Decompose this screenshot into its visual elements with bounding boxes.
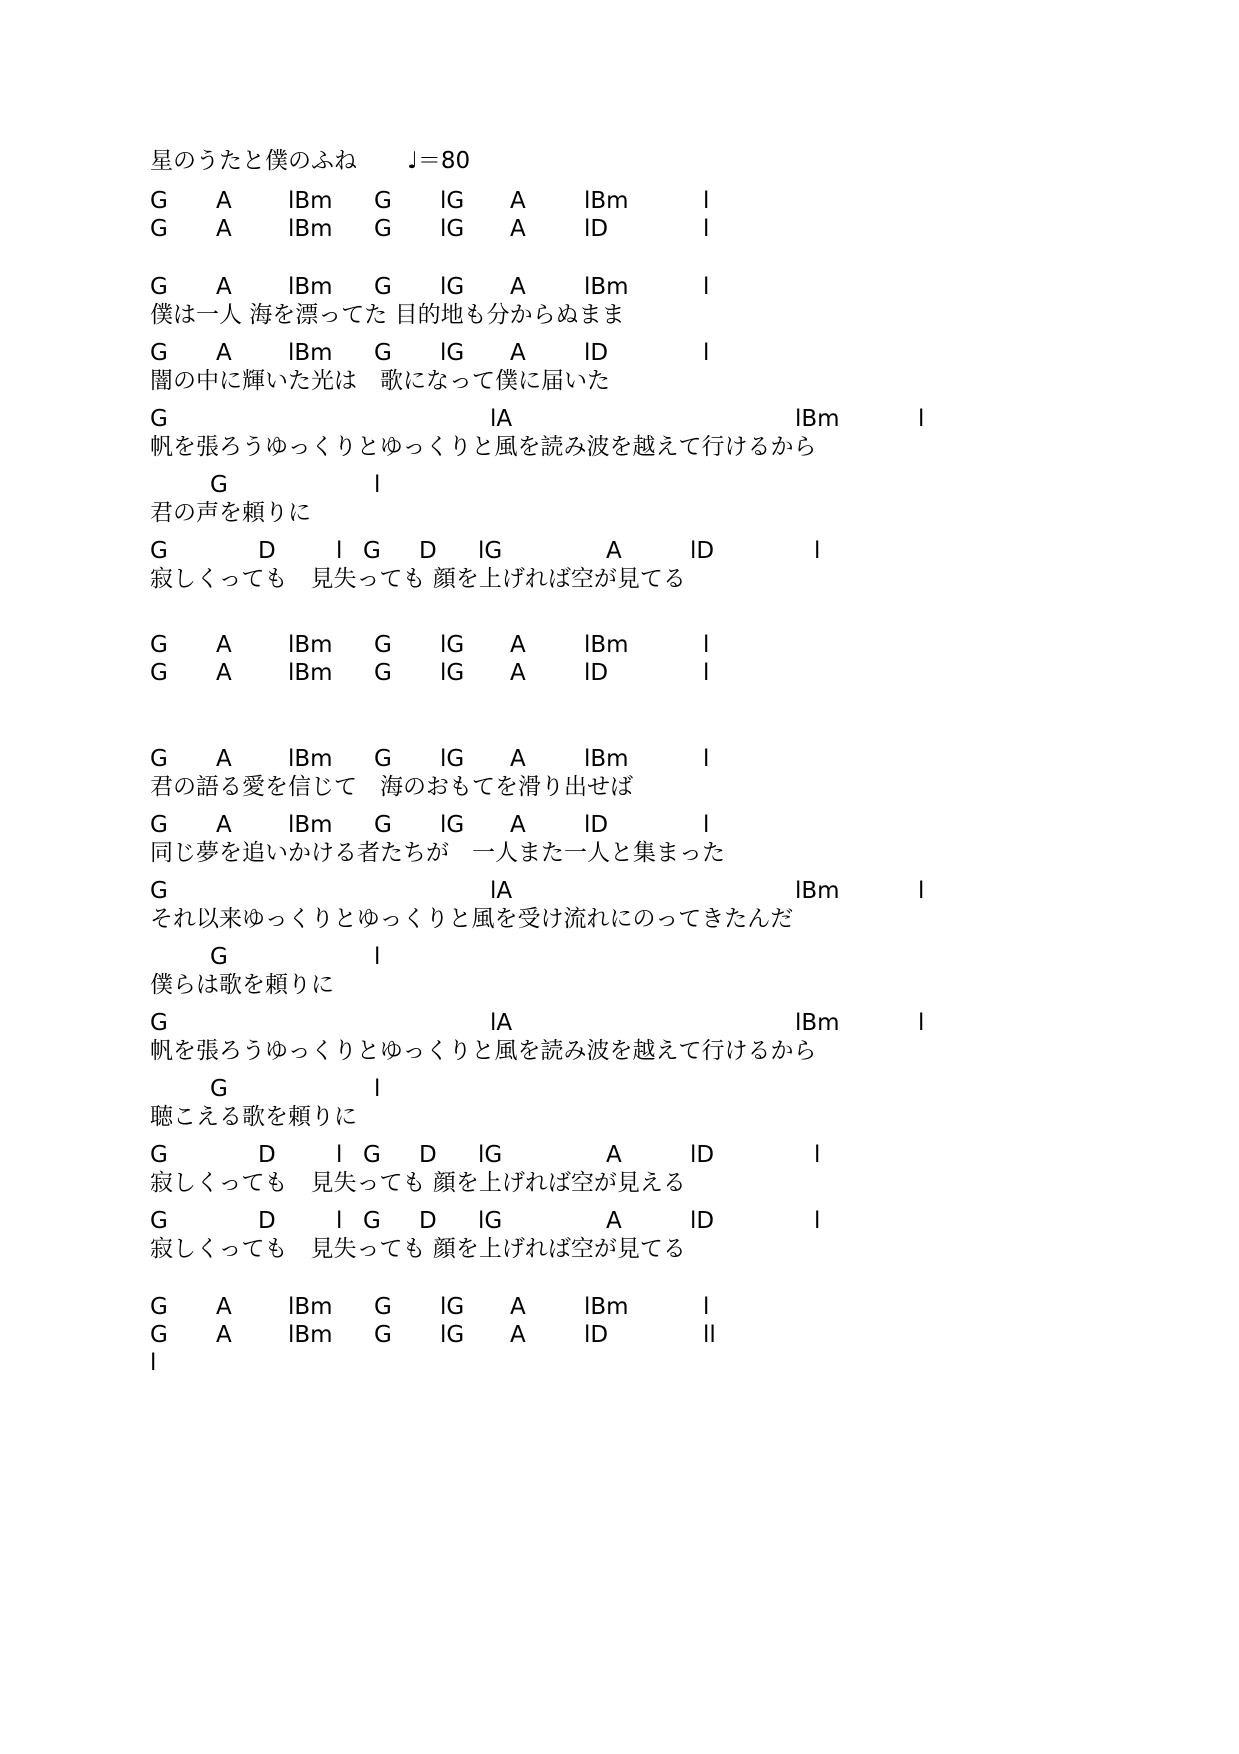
chord-symbol: A [216,632,232,658]
chord-symbol: A [216,1322,232,1348]
chord-symbol: G [150,746,168,772]
chord-symbol: A [216,340,232,366]
lyric-text: 僕らは歌を頼りに [150,972,334,998]
chord-symbol: A [510,340,526,366]
chord-symbol: lD [690,1142,715,1168]
chord-symbol: l [374,1076,381,1102]
chord-symbol: lD [690,1208,715,1234]
lyric-line [0,970,1239,1000]
lyric-text: 寂しくっても 見失っても 顔を上げれば空が見てる [150,566,686,592]
chord-symbol: lBm [795,1010,840,1036]
chord-line [0,214,1239,244]
chord-symbol: lG [440,812,465,838]
chord-line [0,404,1239,434]
chord-symbol: D [419,1142,437,1168]
chord-symbol: l [918,406,925,432]
chord-symbol: A [606,1142,622,1168]
chord-symbol: lG [440,746,465,772]
chord-symbol: A [510,188,526,214]
tempo-marking: ♩＝80 [407,148,471,174]
chord-symbol: A [510,812,526,838]
chord-symbol: lA [490,406,513,432]
chord-symbol: A [216,216,232,242]
chord-symbol: lG [440,660,465,686]
chord-symbol: G [150,340,168,366]
chord-symbol: A [216,660,232,686]
chord-symbol: G [150,216,168,242]
chord-symbol: A [216,274,232,300]
chord-symbol: lBm [584,274,629,300]
chord-line [0,1348,1239,1378]
chord-symbol: G [374,660,392,686]
lyric-text: 闇の中に輝いた光は 歌になって僕に届いた [150,368,610,394]
chord-symbol: A [510,216,526,242]
lyric-line [0,1234,1239,1264]
chord-symbol: A [216,812,232,838]
chord-symbol: lD [584,216,609,242]
chord-symbol: G [150,1294,168,1320]
chord-line [0,744,1239,774]
chord-symbol: lBm [288,812,333,838]
chord-symbol: lG [440,274,465,300]
chord-symbol: A [510,274,526,300]
chord-line [0,810,1239,840]
lyric-text: 同じ夢を追いかける者たちが 一人また一人と集まった [150,840,725,866]
chord-line [0,876,1239,906]
chord-symbol: D [419,538,437,564]
chord-symbol: G [374,1322,392,1348]
chord-symbol: lA [490,878,513,904]
chord-symbol: G [150,812,168,838]
chord-line [0,658,1239,688]
chord-symbol: lBm [584,188,629,214]
chord-symbol: lG [440,1294,465,1320]
chord-symbol: D [419,1208,437,1234]
chord-symbol: l [703,188,710,214]
chord-symbol: A [510,746,526,772]
chord-line [0,630,1239,660]
chord-symbol: lG [440,340,465,366]
chord-symbol: G [374,274,392,300]
lyric-text: 帆を張ろうゆっくりとゆっくりと風を読み波を越えて行けるから [150,434,817,460]
chord-symbol: G [150,538,168,564]
chord-symbol: l [814,1208,821,1234]
chord-symbol: lG [478,1142,503,1168]
chord-symbol: l [814,538,821,564]
chord-line [0,1292,1239,1322]
chord-line [0,1140,1239,1170]
song-title: 星のうたと僕のふね [150,148,357,174]
chord-symbol: lBm [288,274,333,300]
chord-symbol: G [210,472,228,498]
chord-symbol: lBm [288,1294,333,1320]
chord-symbol: G [150,1208,168,1234]
chord-symbol: A [510,632,526,658]
lyric-text: 僕は一人 海を漂ってた 目的地も分からぬまま [150,302,625,328]
chord-symbol: lG [440,632,465,658]
chord-symbol: D [258,1142,276,1168]
chord-symbol: lBm [288,1322,333,1348]
chord-symbol: l [814,1142,821,1168]
chord-line [0,1074,1239,1104]
chord-symbol: A [510,660,526,686]
chord-symbol: D [258,538,276,564]
chord-symbol: G [150,660,168,686]
chord-line [0,1206,1239,1236]
chord-line [0,470,1239,500]
chord-symbol: G [363,1142,381,1168]
chord-symbol: lD [584,1322,609,1348]
lyric-line [0,564,1239,594]
chord-symbol: lBm [288,216,333,242]
title-line [0,146,1239,176]
chord-symbol: lG [478,538,503,564]
chord-symbol: G [374,1294,392,1320]
lyric-line [0,366,1239,396]
chord-symbol: A [606,1208,622,1234]
chord-symbol: G [374,812,392,838]
chord-symbol: G [363,1208,381,1234]
chord-symbol: G [374,216,392,242]
chord-symbol: G [210,944,228,970]
chord-symbol: A [216,188,232,214]
chord-line [0,338,1239,368]
chord-symbol: lG [440,188,465,214]
chord-symbol: l [150,1350,157,1376]
chord-symbol: lBm [795,406,840,432]
chord-symbol: G [150,188,168,214]
chord-symbol: lG [440,216,465,242]
chord-symbol: l [703,660,710,686]
lyric-text: それ以来ゆっくりとゆっくりと風を受け流れにのってきたんだ [150,906,794,932]
chord-symbol: l [336,1142,343,1168]
chord-symbol: lG [440,1322,465,1348]
chord-symbol: G [150,406,168,432]
lyric-line [0,904,1239,934]
lyric-text: 寂しくっても 見失っても 顔を上げれば空が見てる [150,1236,686,1262]
chord-symbol: l [703,216,710,242]
chord-symbol: l [703,1294,710,1320]
chord-symbol: l [918,878,925,904]
chord-symbol: G [374,340,392,366]
chord-symbol: lG [478,1208,503,1234]
lyric-line [0,432,1239,462]
chord-symbol: lBm [288,340,333,366]
chord-symbol: lBm [288,188,333,214]
chord-symbol: l [918,1010,925,1036]
chord-symbol: lD [584,812,609,838]
lyric-line [0,1168,1239,1198]
lyric-text: 帆を張ろうゆっくりとゆっくりと風を読み波を越えて行けるから [150,1038,817,1064]
lyric-line [0,300,1239,330]
chord-symbol: lBm [288,660,333,686]
chord-line [0,942,1239,972]
chord-symbol: A [606,538,622,564]
chord-symbol: D [258,1208,276,1234]
chord-symbol: lD [584,660,609,686]
chord-symbol: A [216,1294,232,1320]
chord-symbol: l [374,472,381,498]
chord-symbol: lBm [288,632,333,658]
chord-symbol: lBm [288,746,333,772]
chord-symbol: l [336,538,343,564]
chord-symbol: lD [584,340,609,366]
chord-symbol: l [703,812,710,838]
chord-symbol: A [510,1294,526,1320]
chord-symbol: lBm [584,746,629,772]
chord-symbol: lBm [584,632,629,658]
chord-line [0,536,1239,566]
lyric-text: 寂しくっても 見失っても 顔を上げれば空が見える [150,1170,686,1196]
chord-symbol: G [150,1010,168,1036]
chord-symbol: G [150,1142,168,1168]
lyric-line [0,498,1239,528]
chord-symbol: G [374,632,392,658]
chord-symbol: G [363,538,381,564]
lyric-text: 聴こえる歌を頼りに [150,1104,357,1130]
chord-symbol: l [703,340,710,366]
chord-symbol: lD [690,538,715,564]
lyric-line [0,838,1239,868]
chord-symbol: G [374,188,392,214]
chord-line [0,1008,1239,1038]
chord-symbol: G [374,746,392,772]
chord-symbol: G [210,1076,228,1102]
lyric-text: 君の語る愛を信じて 海のおもてを滑り出せば [150,774,633,800]
chord-symbol: A [216,746,232,772]
chord-line [0,186,1239,216]
chord-symbol: l [703,274,710,300]
chord-symbol: A [510,1322,526,1348]
chord-symbol: l [374,944,381,970]
chord-line [0,272,1239,302]
lyric-text: 君の声を頼りに [150,500,311,526]
lyric-line [0,772,1239,802]
chord-symbol: G [150,274,168,300]
lyric-line [0,1102,1239,1132]
chord-symbol: G [150,878,168,904]
chord-symbol: l [336,1208,343,1234]
chord-symbol: l [703,632,710,658]
lyric-line [0,1036,1239,1066]
chord-symbol: G [150,1322,168,1348]
chord-symbol: lA [490,1010,513,1036]
chord-symbol: G [150,632,168,658]
chord-symbol: lBm [795,878,840,904]
chord-symbol: lBm [584,1294,629,1320]
chord-line [0,1320,1239,1350]
chord-symbol: ll [703,1322,716,1348]
chord-symbol: l [703,746,710,772]
